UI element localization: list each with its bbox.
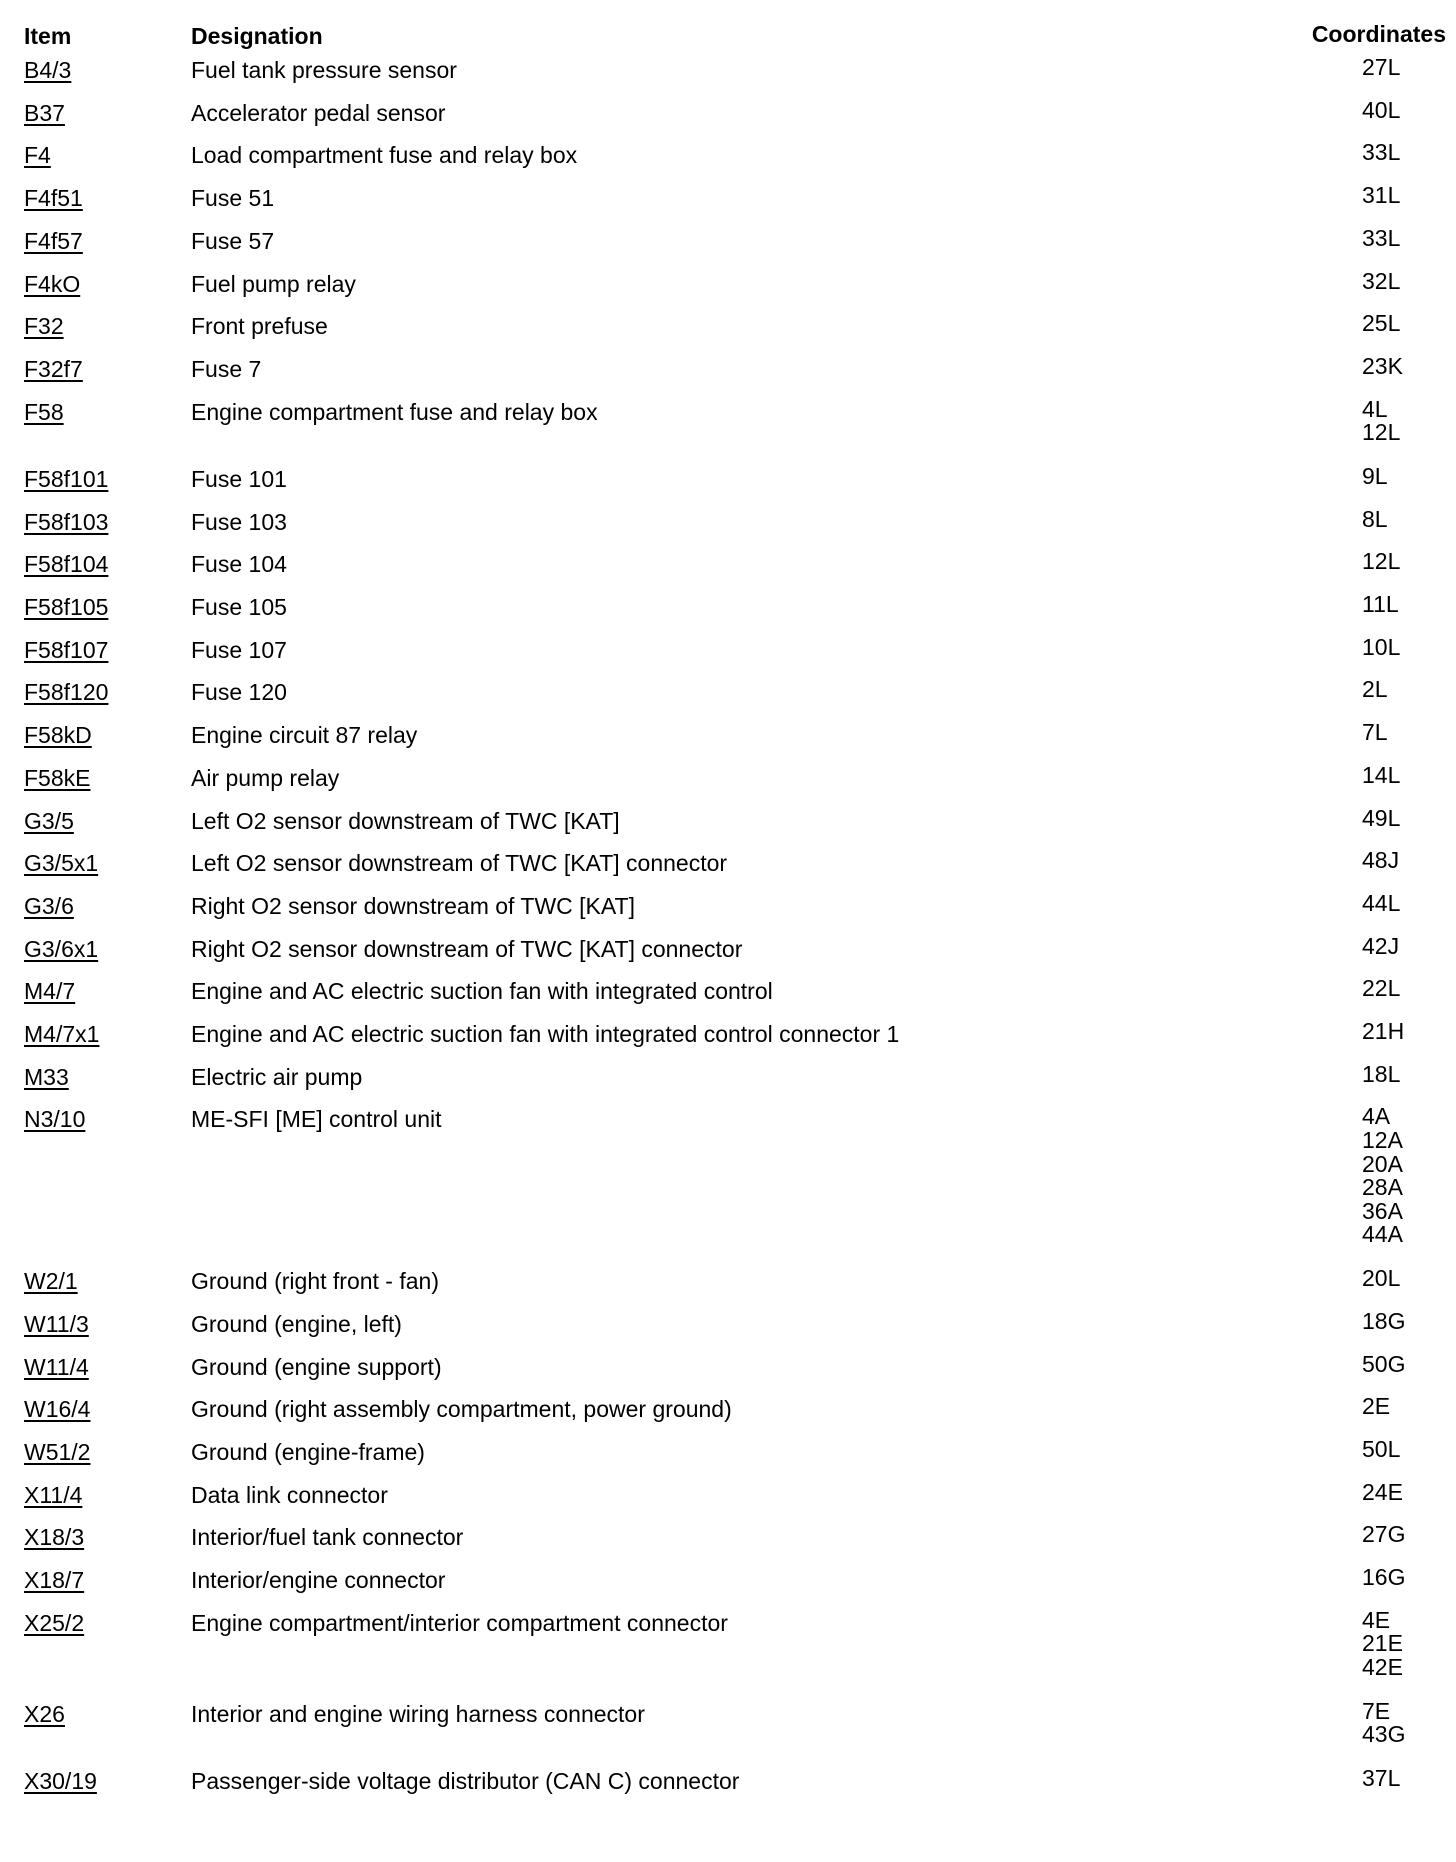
designation-text: Fuse 7 bbox=[191, 355, 262, 382]
designation-text: Left O2 sensor downstream of TWC [KAT] bbox=[191, 807, 620, 834]
item-link[interactable]: B4/3 bbox=[24, 57, 72, 83]
item-link[interactable]: X18/3 bbox=[24, 1524, 85, 1551]
coordinate-value: 42J bbox=[1362, 932, 1400, 959]
coordinate-value: 43G bbox=[1362, 1721, 1406, 1748]
coordinate-value: 18G bbox=[1362, 1307, 1406, 1334]
item-link[interactable]: X25/2 bbox=[24, 1609, 85, 1636]
coordinates-cell bbox=[1362, 1523, 1405, 1547]
coordinate-value: 25L bbox=[1362, 310, 1401, 337]
item-link[interactable]: F32 bbox=[24, 313, 64, 340]
designation-text: Ground (right front - fan) bbox=[191, 1268, 439, 1295]
coordinate-value: 4A bbox=[1362, 1103, 1391, 1130]
designation-text: Ground (engine-frame) bbox=[191, 1438, 425, 1465]
item-link[interactable]: W11/3 bbox=[24, 1310, 89, 1337]
item-link[interactable]: G3/5 bbox=[24, 807, 74, 834]
coordinates-cell bbox=[1362, 721, 1388, 745]
coordinates-cell bbox=[1362, 352, 1403, 379]
item-link[interactable]: F58f105 bbox=[24, 594, 109, 620]
designation-text: Right O2 sensor downstream of TWC [KAT] bbox=[191, 892, 635, 919]
designation-text: Fuse 104 bbox=[191, 551, 287, 578]
designation-text: Fuse 103 bbox=[191, 508, 287, 535]
designation-text: Ground (engine, left) bbox=[191, 1310, 402, 1337]
item-link[interactable]: F32f7 bbox=[24, 355, 83, 382]
coordinate-value: 9L bbox=[1362, 462, 1388, 489]
designation-text: Fuse 105 bbox=[191, 594, 287, 620]
coordinate-value: 27L bbox=[1362, 54, 1401, 80]
item-link[interactable]: F58kE bbox=[24, 764, 91, 791]
coordinate-value: 22L bbox=[1362, 975, 1401, 1002]
designation-text: Fuse 57 bbox=[191, 227, 275, 254]
item-link[interactable]: F4kO bbox=[24, 270, 81, 297]
coordinate-value: 7L bbox=[1362, 719, 1388, 746]
coordinate-value: 49L bbox=[1362, 804, 1401, 831]
item-link[interactable]: M4/7x1 bbox=[24, 1021, 100, 1047]
coordinate-value: 4E bbox=[1362, 1606, 1391, 1633]
coordinates-cell bbox=[1362, 395, 1401, 446]
coordinates-cell bbox=[1362, 1566, 1405, 1590]
coordinate-value: 33L bbox=[1362, 224, 1401, 251]
coordinates-cell bbox=[1362, 1060, 1401, 1087]
item-link[interactable]: G3/6x1 bbox=[24, 935, 99, 962]
coordinate-value: 11L bbox=[1362, 591, 1399, 617]
coordinate-value: 27G bbox=[1362, 1521, 1406, 1548]
coordinates-cell bbox=[1362, 1435, 1401, 1462]
designation-text: Engine and AC electric suction fan with integrated control connector 1 bbox=[191, 1021, 900, 1047]
coordinate-value: 32L bbox=[1362, 267, 1401, 294]
coordinates-cell bbox=[1362, 550, 1400, 574]
designation-text: Load compartment fuse and relay box bbox=[191, 142, 578, 169]
coordinate-value: 42E bbox=[1362, 1653, 1403, 1680]
coordinates-cell bbox=[1362, 505, 1388, 532]
coordinates-cell bbox=[1362, 889, 1401, 916]
coordinate-value: 2L bbox=[1362, 676, 1388, 703]
coordinate-value: 10L bbox=[1362, 633, 1401, 660]
coordinates-cell bbox=[1362, 141, 1400, 165]
coordinates-cell bbox=[1362, 1267, 1400, 1291]
designation-text: Electric air pump bbox=[191, 1063, 363, 1090]
coordinate-value: 12A bbox=[1362, 1126, 1403, 1153]
designation-text: Air pump relay bbox=[191, 764, 340, 791]
coordinate-value: 21H bbox=[1362, 1018, 1405, 1044]
designation-text: Fuel tank pressure sensor bbox=[191, 57, 457, 83]
item-link[interactable]: W2/1 bbox=[24, 1268, 78, 1295]
coordinate-value: 44L bbox=[1362, 889, 1401, 916]
coordinates-cell bbox=[1362, 593, 1399, 617]
coordinates-cell bbox=[1362, 1478, 1403, 1505]
designation-text: Fuel pump relay bbox=[191, 270, 356, 297]
coordinate-value: 36A bbox=[1362, 1197, 1403, 1224]
header-coordinates: Coordinates bbox=[1311, 21, 1446, 47]
coordinates-cell bbox=[1362, 224, 1401, 251]
item-link[interactable]: X30/19 bbox=[24, 1767, 97, 1794]
coordinates-cell bbox=[1362, 932, 1400, 959]
designation-text: Interior/engine connector bbox=[191, 1567, 446, 1593]
designation-text: Fuse 101 bbox=[191, 465, 287, 492]
coordinate-value: 50L bbox=[1362, 1435, 1401, 1462]
designation-text: Engine circuit 87 relay bbox=[191, 722, 418, 749]
designation-text: Interior/fuel tank connector bbox=[191, 1524, 464, 1551]
coordinates-cell bbox=[1362, 804, 1401, 831]
coordinate-value: 2E bbox=[1362, 1393, 1391, 1420]
designation-text: Engine and AC electric suction fan with integrated control bbox=[191, 978, 773, 1005]
item-link[interactable]: F58f101 bbox=[24, 465, 109, 492]
coordinates-cell bbox=[1362, 1105, 1403, 1247]
coordinates-cell bbox=[1362, 1697, 1406, 1748]
item-link[interactable]: W11/4 bbox=[24, 1353, 89, 1380]
designation-text: Left O2 sensor downstream of TWC [KAT] connector bbox=[191, 850, 728, 877]
coordinates-cell bbox=[1362, 1307, 1406, 1334]
coordinate-value: 20A bbox=[1362, 1150, 1403, 1177]
designation-text: Engine compartment fuse and relay box bbox=[191, 398, 598, 425]
coordinates-cell bbox=[1362, 1020, 1404, 1044]
designation-text: Fuse 107 bbox=[191, 636, 287, 663]
coordinate-value: 23K bbox=[1362, 352, 1403, 379]
coordinates-cell bbox=[1362, 1764, 1401, 1791]
item-link[interactable]: F58f103 bbox=[24, 508, 109, 535]
designation-text: Data link connector bbox=[191, 1481, 388, 1508]
coordinate-value: 31L bbox=[1362, 182, 1401, 209]
coordinate-value: 33L bbox=[1362, 139, 1401, 166]
coordinates-cell bbox=[1362, 977, 1400, 1001]
coordinates-cell bbox=[1362, 96, 1401, 123]
designation-text: Engine compartment/interior compartment connector bbox=[191, 1609, 728, 1636]
coordinate-value: 37L bbox=[1362, 1764, 1401, 1791]
designation-text: Passenger-side voltage distributor (CAN C) connector bbox=[191, 1767, 740, 1794]
coordinate-value: 8L bbox=[1362, 505, 1388, 532]
coordinate-value: 18L bbox=[1362, 1060, 1401, 1087]
item-link[interactable]: F4f57 bbox=[24, 227, 83, 254]
coordinates-cell bbox=[1362, 267, 1401, 294]
coordinates-cell bbox=[1362, 1350, 1406, 1377]
item-link[interactable]: M4/7 bbox=[24, 978, 76, 1005]
coordinate-value: 28A bbox=[1362, 1174, 1403, 1201]
coordinates-cell bbox=[1362, 56, 1400, 80]
item-link[interactable]: G3/5x1 bbox=[24, 850, 99, 877]
designation-text: Right O2 sensor downstream of TWC [KAT] connector bbox=[191, 935, 743, 962]
item-link[interactable]: N3/10 bbox=[24, 1106, 86, 1133]
item-link[interactable]: W51/2 bbox=[24, 1438, 91, 1465]
designation-text: Front prefuse bbox=[191, 313, 328, 340]
coordinates-cell bbox=[1362, 1606, 1403, 1680]
coordinate-value: 44A bbox=[1362, 1221, 1403, 1248]
coordinates-cell bbox=[1362, 184, 1400, 208]
coordinate-value: 7E bbox=[1362, 1697, 1391, 1724]
coordinate-value: 12L bbox=[1362, 419, 1401, 446]
item-link[interactable]: G3/6 bbox=[24, 892, 74, 919]
coordinate-value: 4L bbox=[1362, 395, 1388, 422]
item-link[interactable]: F58f120 bbox=[24, 679, 109, 706]
item-link[interactable]: F58kD bbox=[24, 722, 92, 749]
designation-text: Fuse 120 bbox=[191, 679, 287, 706]
coordinates-cell bbox=[1362, 462, 1388, 489]
header-item: Item bbox=[24, 23, 72, 49]
coordinate-value: 16G bbox=[1362, 1564, 1406, 1590]
coordinate-value: 12L bbox=[1362, 548, 1401, 575]
designation-text: Accelerator pedal sensor bbox=[191, 99, 446, 126]
item-link[interactable]: X26 bbox=[24, 1700, 65, 1727]
item-link[interactable]: B37 bbox=[24, 99, 65, 126]
item-link[interactable]: X18/7 bbox=[24, 1567, 85, 1593]
coordinate-value: 24E bbox=[1362, 1478, 1403, 1505]
coordinates-cell bbox=[1362, 849, 1399, 873]
coordinates-cell bbox=[1362, 1395, 1390, 1419]
coordinate-value: 40L bbox=[1362, 96, 1401, 123]
designation-text: Fuse 51 bbox=[191, 185, 275, 212]
item-link[interactable]: M33 bbox=[24, 1063, 69, 1090]
designation-text: Ground (engine support) bbox=[191, 1353, 442, 1380]
item-link[interactable]: F4f51 bbox=[24, 185, 83, 212]
coordinate-value: 14L bbox=[1362, 761, 1401, 788]
coordinate-value: 21E bbox=[1362, 1630, 1403, 1657]
designation-text: Ground (right assembly compartment, power ground) bbox=[191, 1396, 732, 1423]
coordinates-cell bbox=[1362, 312, 1400, 336]
coordinate-value: 20L bbox=[1362, 1265, 1401, 1292]
coordinates-cell bbox=[1362, 633, 1401, 660]
item-link[interactable]: F58f107 bbox=[24, 636, 109, 663]
item-link[interactable]: F58 bbox=[24, 398, 64, 425]
item-link[interactable]: F4 bbox=[24, 142, 51, 169]
coordinates-cell bbox=[1362, 761, 1401, 788]
coordinate-value: 50G bbox=[1362, 1350, 1406, 1377]
designation-text: Interior and engine wiring harness connector bbox=[191, 1700, 645, 1727]
coordinates-cell bbox=[1362, 678, 1388, 702]
designation-text: ME-SFI [ME] control unit bbox=[191, 1106, 442, 1133]
coordinate-value: 48J bbox=[1362, 847, 1400, 874]
item-link[interactable]: W16/4 bbox=[24, 1396, 91, 1423]
item-link[interactable]: X11/4 bbox=[24, 1481, 83, 1508]
header-designation: Designation bbox=[191, 23, 323, 49]
item-link[interactable]: F58f104 bbox=[24, 551, 109, 578]
